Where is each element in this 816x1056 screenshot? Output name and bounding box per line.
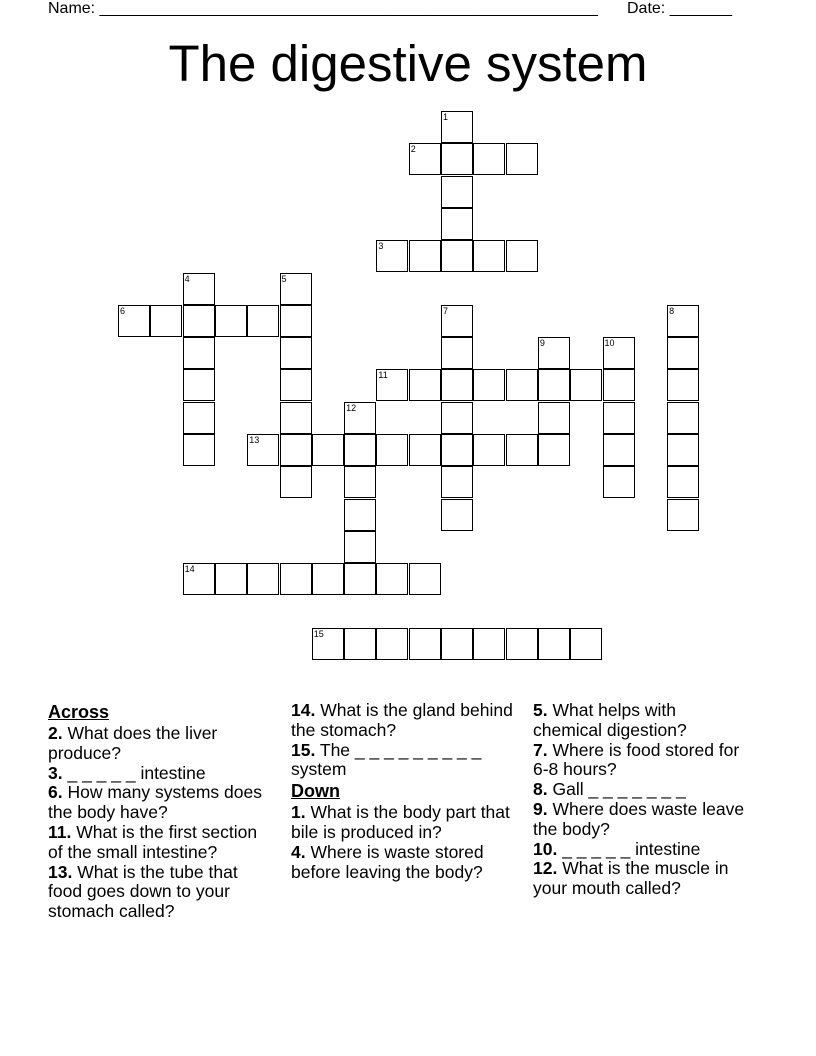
crossword-cell[interactable] <box>570 628 602 660</box>
clue-down-5: 5. What helps with chemical digestion? <box>533 700 687 740</box>
crossword-cell[interactable] <box>183 563 215 595</box>
crossword-cell[interactable] <box>247 434 279 466</box>
crossword-cell[interactable] <box>215 305 247 337</box>
clue-number: 9 <box>539 338 545 349</box>
crossword-cell[interactable] <box>441 111 473 143</box>
crossword-cell[interactable] <box>441 402 473 434</box>
clue-down-8: 8. Gall _ _ _ _ _ _ _ <box>533 779 686 800</box>
crossword-cell[interactable] <box>344 499 376 531</box>
crossword-cell[interactable] <box>603 434 635 466</box>
crossword-cell[interactable] <box>183 337 215 369</box>
clue-down-4: 4. Where is waste stored before leaving the body? <box>291 841 484 882</box>
crossword-cell[interactable] <box>376 369 408 401</box>
crossword-cell[interactable] <box>280 369 312 401</box>
clue-down-7: 7. Where is food stored for 6-8 hours? <box>533 739 740 780</box>
clue-number: 1 <box>443 112 449 122</box>
down-heading: Down <box>291 781 340 802</box>
clue-number: 3 <box>378 241 384 252</box>
crossword-cell[interactable] <box>409 240 441 272</box>
name-line[interactable]: ________________________________________________________ <box>99 0 598 17</box>
crossword-cell[interactable] <box>441 369 473 401</box>
clue-down-9: 9. Where does waste leave the body? <box>533 798 745 839</box>
crossword-cell[interactable] <box>473 434 505 466</box>
clue-column-1 <box>48 701 268 922</box>
crossword-cell[interactable] <box>376 563 408 595</box>
crossword-cell[interactable] <box>409 143 441 175</box>
crossword-cell[interactable] <box>538 369 570 401</box>
crossword-cell[interactable] <box>506 143 538 175</box>
crossword-cell[interactable] <box>603 402 635 434</box>
clue-number: 10 <box>604 338 615 349</box>
clue-across-3: 3. _ _ _ _ _ intestine <box>48 762 206 783</box>
crossword-cell[interactable] <box>409 628 441 660</box>
crossword-cell[interactable] <box>118 305 150 337</box>
crossword-cell[interactable] <box>280 434 312 466</box>
crossword-cell[interactable] <box>441 628 473 660</box>
crossword-cell[interactable] <box>538 402 570 434</box>
date-label: Date: <box>627 0 670 17</box>
crossword-cell[interactable] <box>280 402 312 434</box>
crossword-cell[interactable] <box>280 305 312 337</box>
crossword-cell[interactable] <box>183 434 215 466</box>
crossword-cell[interactable] <box>506 240 538 272</box>
crossword-cell[interactable] <box>667 466 699 498</box>
clue-number: 8 <box>669 305 675 316</box>
clue-number: 13 <box>249 435 260 445</box>
clue-number: 12 <box>346 402 357 413</box>
name-label: Name: <box>48 0 100 17</box>
crossword-cell[interactable] <box>280 466 312 498</box>
crossword-cell[interactable] <box>215 563 247 595</box>
crossword-cell[interactable] <box>570 369 602 401</box>
crossword-cell[interactable] <box>506 369 538 401</box>
crossword-cell[interactable] <box>312 563 344 595</box>
crossword-cell[interactable] <box>344 563 376 595</box>
crossword-cell[interactable] <box>538 337 570 369</box>
crossword-cell[interactable] <box>280 273 312 305</box>
crossword-cell[interactable] <box>344 531 376 563</box>
crossword-cell[interactable] <box>667 434 699 466</box>
crossword-cell[interactable] <box>183 273 215 305</box>
clue-across-15: 15. The _ _ _ _ _ _ _ _ _ system <box>291 739 482 780</box>
clue-number: 11 <box>378 370 388 381</box>
crossword-cell[interactable] <box>280 337 312 369</box>
crossword-cell[interactable] <box>603 369 635 401</box>
crossword-cell[interactable] <box>247 305 279 337</box>
crossword-cell[interactable] <box>376 628 408 660</box>
crossword-cell[interactable] <box>441 466 473 498</box>
clue-across-11: 11. What is the first section of the small intestine? <box>48 821 258 862</box>
crossword-cell[interactable] <box>344 402 376 434</box>
crossword-cell[interactable] <box>667 369 699 401</box>
clue-number: 6 <box>120 305 126 316</box>
clue-down-10: 10. _ _ _ _ _ intestine <box>533 838 701 859</box>
crossword-cell[interactable] <box>344 434 376 466</box>
crossword-cell[interactable] <box>441 208 473 240</box>
crossword-cell[interactable] <box>473 143 505 175</box>
crossword-cell[interactable] <box>603 466 635 498</box>
crossword-cell[interactable] <box>247 563 279 595</box>
page-title: The digestive system <box>168 35 648 92</box>
crossword-cell[interactable] <box>441 337 473 369</box>
clue-column-3 <box>533 701 748 899</box>
clue-across-6: 6. How many systems does the body have? <box>48 782 262 823</box>
crossword-cell[interactable] <box>183 402 215 434</box>
crossword-cell[interactable] <box>473 628 505 660</box>
crossword-cell[interactable] <box>506 628 538 660</box>
crossword-cell[interactable] <box>667 402 699 434</box>
crossword-cell[interactable] <box>603 337 635 369</box>
crossword-cell[interactable] <box>538 628 570 660</box>
clue-number: 5 <box>281 273 287 284</box>
crossword-cell[interactable] <box>441 305 473 337</box>
crossword-cell[interactable] <box>183 305 215 337</box>
crossword-cell[interactable] <box>344 628 376 660</box>
crossword-cell[interactable] <box>376 434 408 466</box>
crossword-cell[interactable] <box>538 434 570 466</box>
across-heading: Across <box>48 702 110 722</box>
clue-number: 4 <box>184 273 190 284</box>
clue-down-12: 12. What is the muscle in your mouth called? <box>533 858 729 899</box>
crossword-cell[interactable] <box>473 369 505 401</box>
clue-down-1: 1. What is the body part that bile is produced in? <box>291 802 510 842</box>
crossword-cell[interactable] <box>441 176 473 208</box>
crossword-cell[interactable] <box>280 563 312 595</box>
crossword-cell[interactable] <box>376 240 408 272</box>
clue-across-14: 14. What is the gland behind the stomach? <box>291 700 513 740</box>
crossword-cell[interactable] <box>441 434 473 466</box>
clue-across-13: 13. What is the tube that food goes down to your stomach called? <box>48 861 238 922</box>
crossword-cell[interactable] <box>312 628 344 660</box>
crossword-cell[interactable] <box>441 143 473 175</box>
crossword-cell[interactable] <box>183 369 215 401</box>
crossword-cell[interactable] <box>441 499 473 531</box>
crossword-cell[interactable] <box>409 434 441 466</box>
clue-number: 2 <box>410 144 416 155</box>
clue-across-2: 2. What does the liver produce? <box>48 723 218 763</box>
crossword-cell[interactable] <box>312 434 344 466</box>
crossword-cell[interactable] <box>667 337 699 369</box>
crossword-cell[interactable] <box>667 305 699 337</box>
clue-number: 14 <box>184 564 195 575</box>
crossword-cell[interactable] <box>150 305 182 337</box>
clue-number: 7 <box>443 305 449 316</box>
crossword-cell[interactable] <box>409 369 441 401</box>
date-line[interactable]: _______ <box>669 0 732 17</box>
crossword-cell[interactable] <box>344 466 376 498</box>
crossword-cell[interactable] <box>506 434 538 466</box>
crossword-cell[interactable] <box>409 563 441 595</box>
crossword-cell[interactable] <box>441 240 473 272</box>
crossword-cell[interactable] <box>473 240 505 272</box>
clue-number: 15 <box>313 628 324 639</box>
crossword-cell[interactable] <box>667 499 699 531</box>
clue-column-2 <box>291 701 519 882</box>
